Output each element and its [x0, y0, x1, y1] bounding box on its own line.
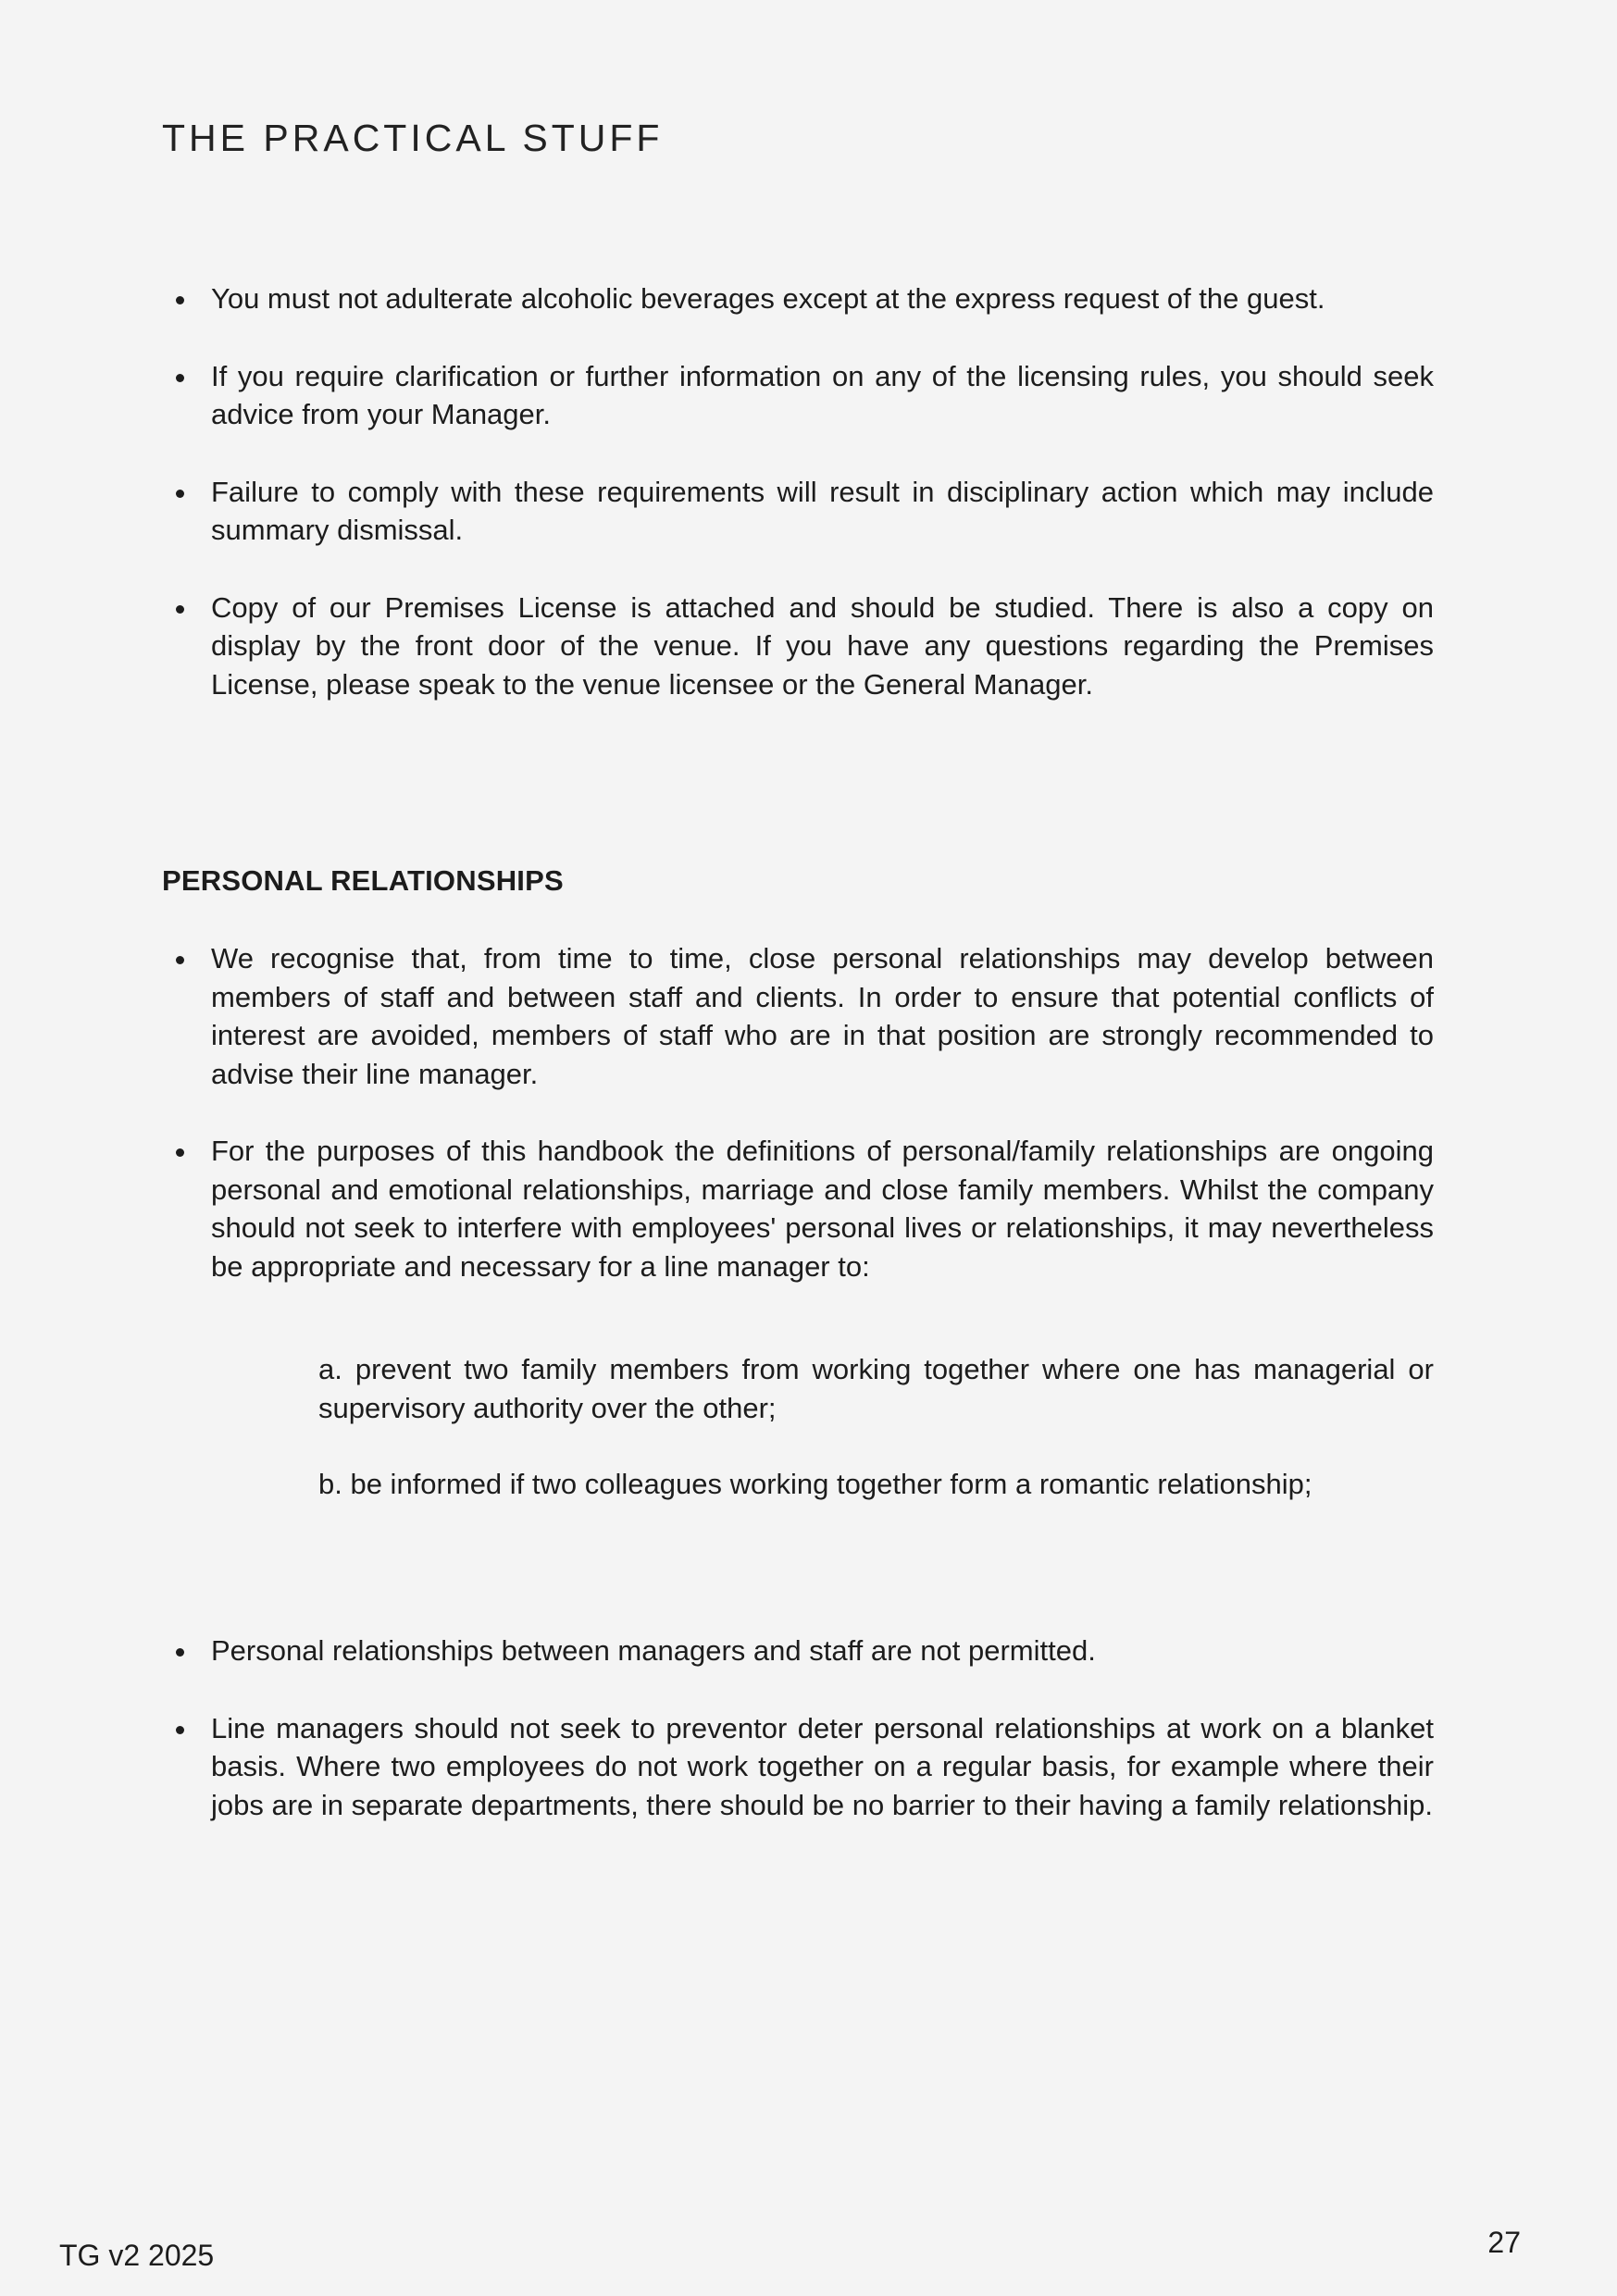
relationships-closing-list [162, 1632, 1434, 1824]
list-item: We recognise that, from time to time, close personal relationships may develop between members of staff and between staff and clients. In order to ensure that potential conflicts of interest are avoided, members of staff who are in that position are strongly recommended to advise their line manager. [162, 939, 1434, 1093]
section-heading: PERSONAL RELATIONSHIPS [162, 864, 564, 897]
list-item: Personal relationships between managers and staff are not permitted. [162, 1632, 1434, 1670]
list-item: Failure to comply with these requirements will result in disciplinary action which may include summary dismissal. [162, 473, 1434, 550]
licensing-list [162, 279, 1434, 703]
list-item: Line managers should not seek to preventor deter personal relationships at work on a blanket basis. Where two employees do not work together on a regular basis, for example where their jobs are in separate departments, there should be no barrier to their having a family relationship. [162, 1709, 1434, 1825]
page-number: 27 [1487, 2226, 1521, 2259]
page-title: THE PRACTICAL STUFF [162, 117, 664, 159]
relationships-sub-list [318, 1350, 1434, 1504]
relationships-sub-section [318, 1350, 1434, 1504]
relationships-intro-list [162, 939, 1434, 1285]
relationships-closing-section [162, 1632, 1434, 1824]
list-item: If you require clarification or further information on any of the licensing rules, you should seek advice from your Manager. [162, 357, 1434, 434]
sub-list-item: a. prevent two family members from working together where one has managerial or supervisory authority over the other; [318, 1353, 1434, 1424]
list-item: Copy of our Premises License is attached and should be studied. There is also a copy on display by the front door of the venue. If you have any questions regarding the Premises License, please speak to the venue licensee or the General Manager. [162, 589, 1434, 704]
list-item: You must not adulterate alcoholic beverages except at the express request of the guest. [162, 279, 1434, 318]
footer-version: TG v2 2025 [59, 2239, 215, 2272]
licensing-section [162, 279, 1434, 703]
sub-list-item: b. be informed if two colleagues working together form a romantic relationship; [318, 1468, 1312, 1500]
relationships-intro-section [162, 939, 1434, 1285]
list-item: For the purposes of this handbook the definitions of personal/family relationships are ongoing personal and emotional relationships, marriage and close family members. Whilst the company should not seek to interfere with employees' personal lives or relationships, it may nevertheless be appropriate and necessary for a line manager to: [162, 1132, 1434, 1285]
